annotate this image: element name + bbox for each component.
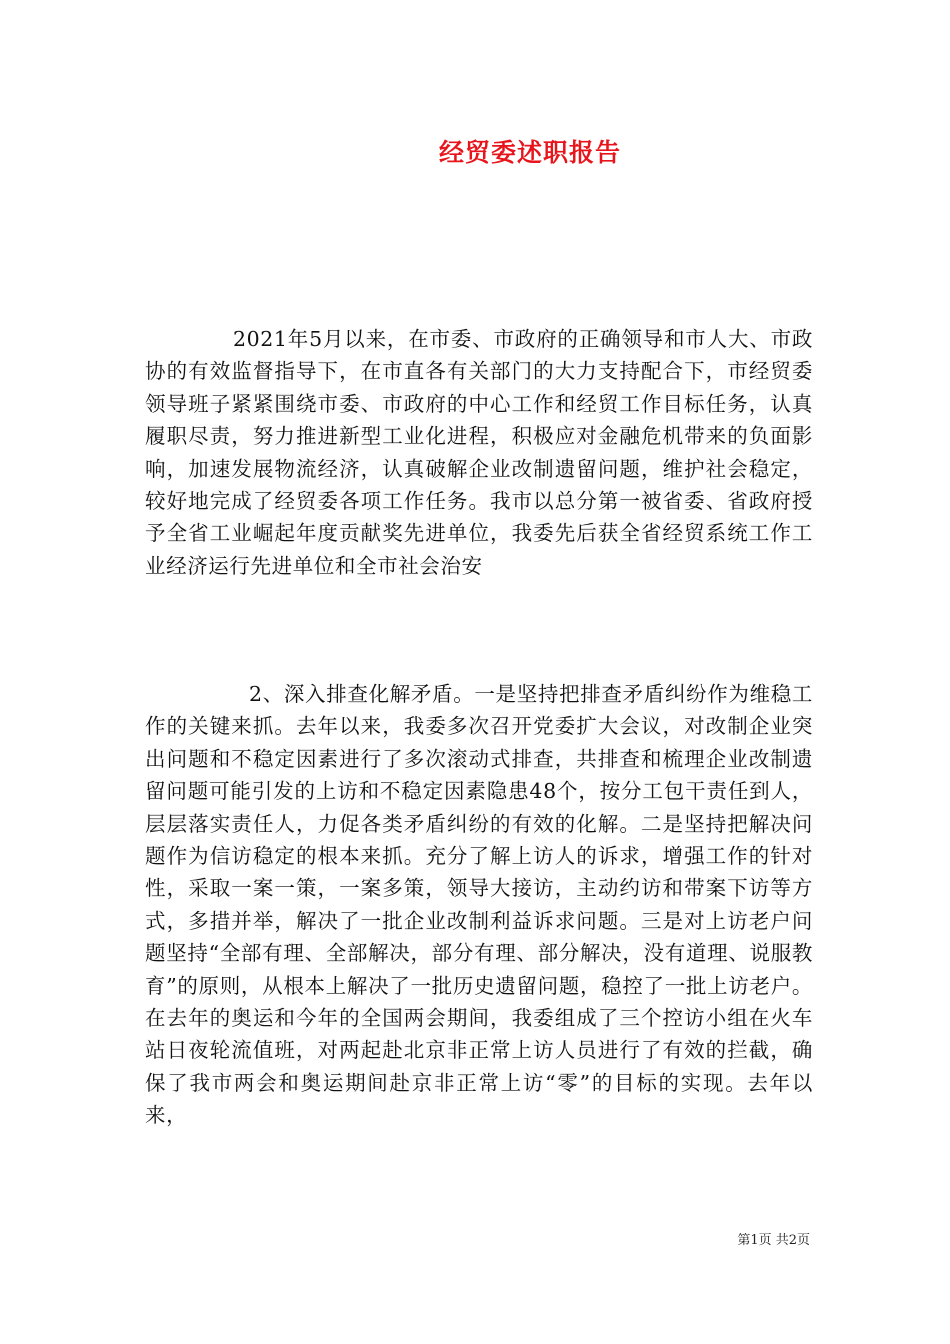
page-title: 经贸委述职报告 xyxy=(438,138,621,167)
body-paragraph-2: 2、深入排查化解矛盾。一是坚持把排查矛盾纠纷作为维稳工作的关键来抓。去年以来，我委多次召开党委扩大会议，对改制企业突出问题和不稳定因素进行了多次滚动式排查，共排查和梳理企业改制遗留问题可能引发的上访和不稳定因素隐患48个，按分工包干责任到人，层层落实责任人，力促各类矛盾纠纷的有效的化解。二是坚持把解决问题作为信访稳定的根本来抓。充分了解上访人的诉求，增强工作的针对性，采取一案一策，一案多策，领导大接访，主动约访和带案下访等方式，多措并举，解决了一批企业改制利益诉求问题。三是对上访老户问题坚持“全部有理、全部解决，部分有理、部分解决，没有道理、说服教育”的原则，从根本上解决了一批历史遗留问题，稳控了一批上访老户。在去年的奥运和今年的全国两会期间，我委组成了三个控访小组在火车站日夜轮流值班，对两起赴北京非正常上访人员进行了有效的拦截，确保了我市两会和奥运期间赴京非正常上访“零”的目标的实现。去年以来， xyxy=(145,682,813,1128)
body-paragraph-1: 2021年5月以来，在市委、市政府的正确领导和市人大、市政协的有效监督指导下，在市直各有关部门的大力支持配合下，市经贸委领导班子紧紧围绕市委、市政府的中心工作和经贸工作目标任务，认真履职尽责，努力推进新型工业化进程，积极应对金融危机带来的负面影响，加速发展物流经济，认真破解企业改制遗留问题，维护社会稳定，较好地完成了经贸委各项工作任务。我市以总分第一被省委、省政府授予全省工业崛起年度贡献奖先进单位，我委先后获全省经贸系统工作工业经济运行先进单位和全市社会治安 xyxy=(145,327,813,578)
page-footer: 第1页 共2页 xyxy=(737,1233,810,1248)
